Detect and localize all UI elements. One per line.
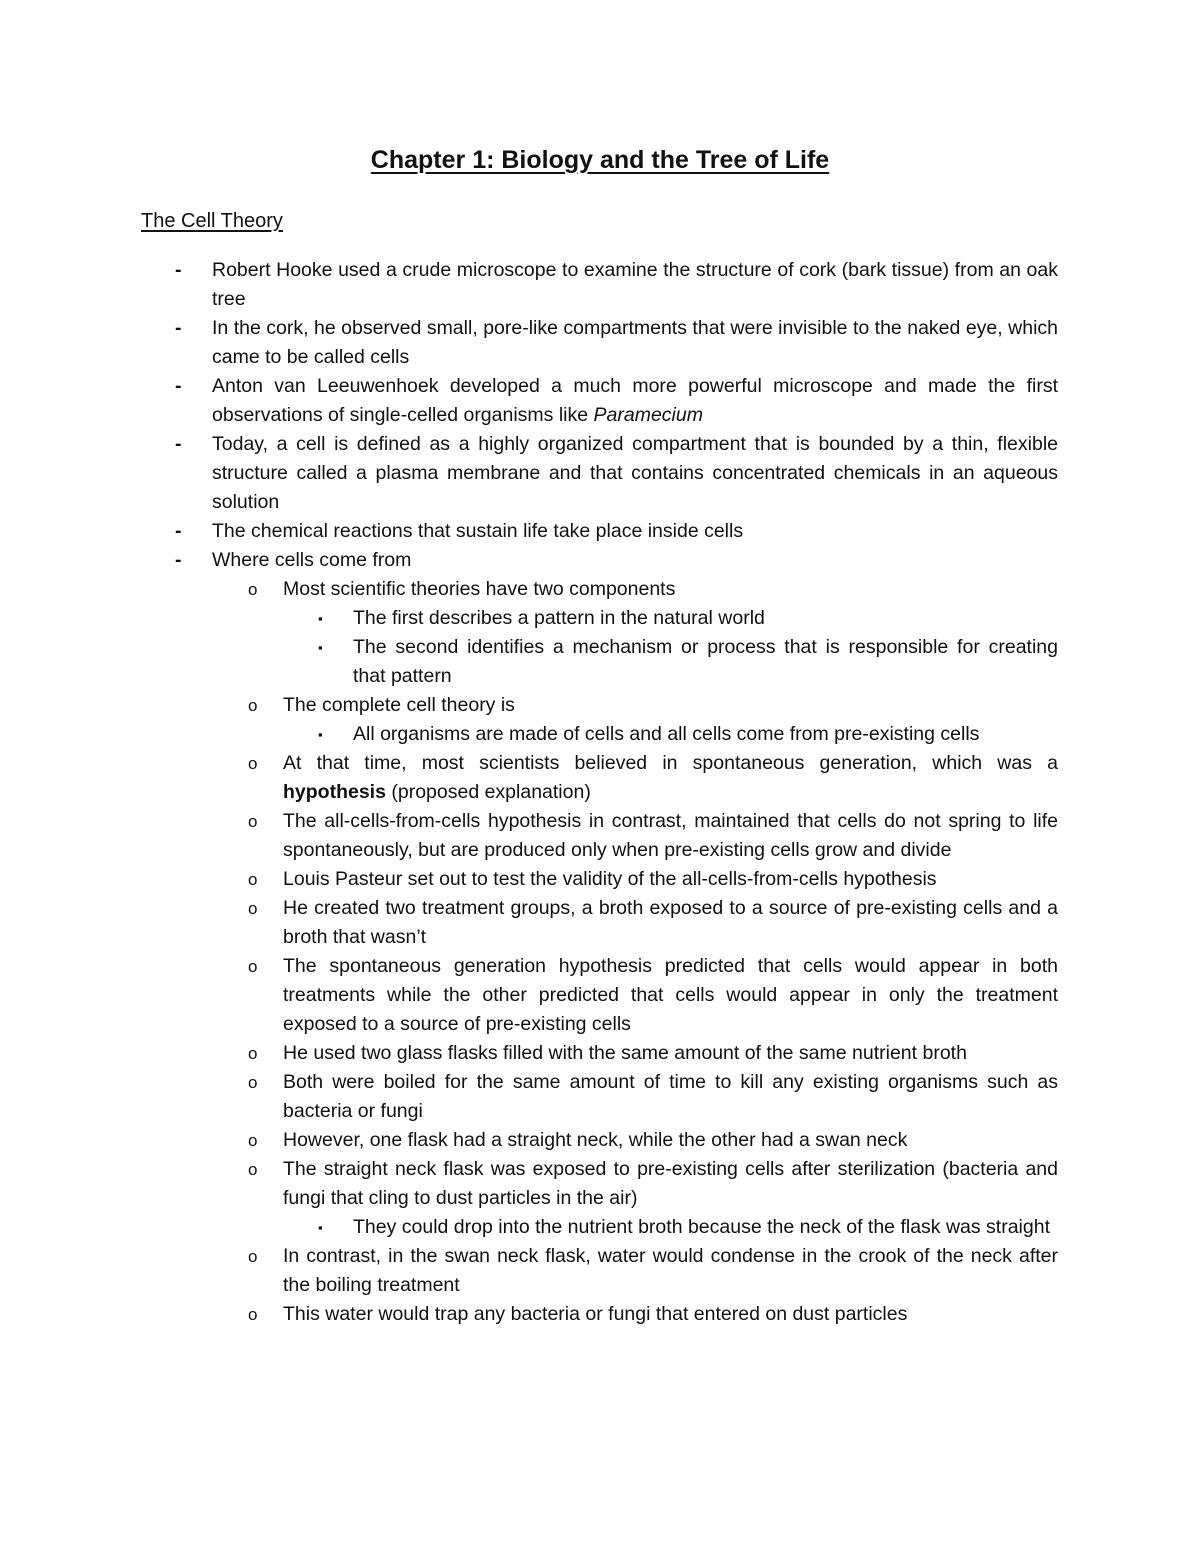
list-item-text <box>283 868 937 890</box>
list-item <box>248 1126 1058 1155</box>
list-item <box>248 894 1058 952</box>
bullet-marker: o <box>248 1247 258 1266</box>
bullet-marker: ▪ <box>318 640 323 655</box>
list-item-text <box>283 1158 1058 1209</box>
text-run: Both were boiled for the same amount of time to kill any existing organisms such as bacteria or fungi <box>283 1071 1058 1122</box>
bullet-marker: ▪ <box>318 611 323 626</box>
bullet-marker: o <box>248 957 258 976</box>
text-run: Today, a cell is defined as a highly organized compartment that is bounded by a thin, flexible structure called a plasma membrane and that contains concentrated chemicals in an aqueous solution <box>212 433 1058 513</box>
list-item-text <box>212 317 1058 368</box>
text-run: Where cells come from <box>212 549 412 571</box>
bullet-marker: o <box>248 899 258 918</box>
bullet-marker: o <box>248 754 258 773</box>
text-run: All organisms are made of cells and all cells come from pre-existing cells <box>353 723 980 745</box>
list-item-text <box>283 955 1058 1035</box>
list-item <box>248 1039 1058 1068</box>
bullet-marker: ▪ <box>318 1220 323 1235</box>
list-item <box>175 430 1058 517</box>
text-run: However, one flask had a straight neck, while the other had a swan neck <box>283 1129 908 1151</box>
bullet-marker: o <box>248 696 258 715</box>
list-item <box>175 256 1058 314</box>
list-item-text <box>283 1129 907 1151</box>
bullet-marker: - <box>175 259 182 281</box>
text-run: The second identifies a mechanism or process that is responsible for creating that pattern <box>353 636 1058 687</box>
list-item-text <box>283 694 515 716</box>
list-item <box>318 1213 1058 1242</box>
bullet-marker: ▪ <box>318 727 323 742</box>
list-item-text <box>353 723 979 745</box>
bullet-marker: - <box>175 433 182 455</box>
list-item-text <box>283 752 1058 803</box>
list-item-text <box>353 607 765 629</box>
bullet-marker: - <box>175 317 182 339</box>
list-item-text <box>212 520 743 542</box>
bullet-marker: o <box>248 1044 258 1063</box>
list-item <box>248 1300 1058 1329</box>
bullet-marker: - <box>175 375 182 397</box>
bold-text: hypothesis <box>283 781 386 803</box>
list-item-text <box>212 549 411 571</box>
list-item-text <box>212 375 1058 426</box>
list-item-text <box>353 636 1058 687</box>
text-run: Louis Pasteur set out to test the validity of the all-cells-from-cells hypothesis <box>283 868 937 890</box>
bullet-marker: o <box>248 1305 258 1324</box>
text-run: Most scientific theories have two components <box>283 578 676 600</box>
list-item-text <box>283 578 675 600</box>
list-item <box>248 807 1058 865</box>
bullet-marker: o <box>248 580 258 599</box>
list-item <box>318 720 1058 749</box>
list-item <box>175 314 1058 372</box>
list-item <box>248 1068 1058 1126</box>
list-item <box>248 1155 1058 1213</box>
list-item-text <box>283 1042 967 1064</box>
list-item <box>248 575 1058 604</box>
list-item <box>248 749 1058 807</box>
bullet-marker: o <box>248 870 258 889</box>
list-item-text <box>283 1245 1058 1296</box>
text-run: The complete cell theory is <box>283 694 515 716</box>
text-run: The straight neck flask was exposed to pre-existing cells after sterilization (bacteria and fungi that cling to dust particles in the air) <box>283 1158 1058 1209</box>
text-run: The spontaneous generation hypothesis predicted that cells would appear in both treatments while the other predicted that cells would appear in only the treatment exposed to a source of pre-existing cells <box>283 955 1058 1035</box>
list-item-text <box>212 433 1058 513</box>
text-run: He used two glass flasks filled with the same amount of the same nutrient broth <box>283 1042 967 1064</box>
text-run: The first describes a pattern in the natural world <box>353 607 765 629</box>
list-item <box>248 865 1058 894</box>
list-item-text <box>283 810 1058 861</box>
text-run: They could drop into the nutrient broth because the neck of the flask was straight <box>353 1216 1050 1238</box>
bullet-marker: o <box>248 1073 258 1092</box>
text-run: This water would trap any bacteria or fungi that entered on dust particles <box>283 1303 908 1325</box>
list-item <box>318 604 1058 633</box>
text-run: The chemical reactions that sustain life take place inside cells <box>212 520 744 542</box>
text-run: Robert Hooke used a crude microscope to examine the structure of cork (bark tissue) from an oak tree <box>212 259 1058 310</box>
text-run: In the cork, he observed small, pore-like compartments that were invisible to the naked eye, which came to be called cells <box>212 317 1058 368</box>
bullet-list <box>0 256 1200 1329</box>
text-run: He created two treatment groups, a broth exposed to a source of pre-existing cells and a broth that wasn’t <box>283 897 1058 948</box>
list-item <box>248 1242 1058 1300</box>
list-item <box>175 372 1058 430</box>
list-item <box>175 517 1058 546</box>
bullet-marker: o <box>248 1160 258 1179</box>
list-item-text <box>283 1071 1058 1122</box>
page-title: Chapter 1: Biology and the Tree of Life <box>370 146 830 174</box>
list-item-text <box>212 259 1058 310</box>
list-item-text <box>353 1216 1050 1238</box>
text-run: At that time, most scientists believed in spontaneous generation, which was a <box>283 752 1058 774</box>
bullet-marker: - <box>175 549 182 571</box>
bullet-marker: o <box>248 1131 258 1150</box>
italic-text: Paramecium <box>593 404 703 426</box>
section-heading: The Cell Theory <box>141 210 283 232</box>
list-item <box>318 633 1058 691</box>
text-run: (proposed explanation) <box>385 781 591 803</box>
list-item <box>175 546 1058 575</box>
list-item-text <box>283 1303 907 1325</box>
list-item <box>248 952 1058 1039</box>
list-item-text <box>283 897 1058 948</box>
list-item <box>248 691 1058 720</box>
text-run: Anton van Leeuwenhoek developed a much more powerful microscope and made the first observations of single-celled organisms like <box>212 375 1058 426</box>
text-run: The all-cells-from-cells hypothesis in contrast, maintained that cells do not spring to life spontaneously, but are produced only when pre-existing cells grow and divide <box>283 810 1058 861</box>
text-run: In contrast, in the swan neck flask, water would condense in the crook of the neck after the boiling treatment <box>283 1245 1058 1296</box>
bullet-marker: - <box>175 520 182 542</box>
bullet-marker: o <box>248 812 258 831</box>
